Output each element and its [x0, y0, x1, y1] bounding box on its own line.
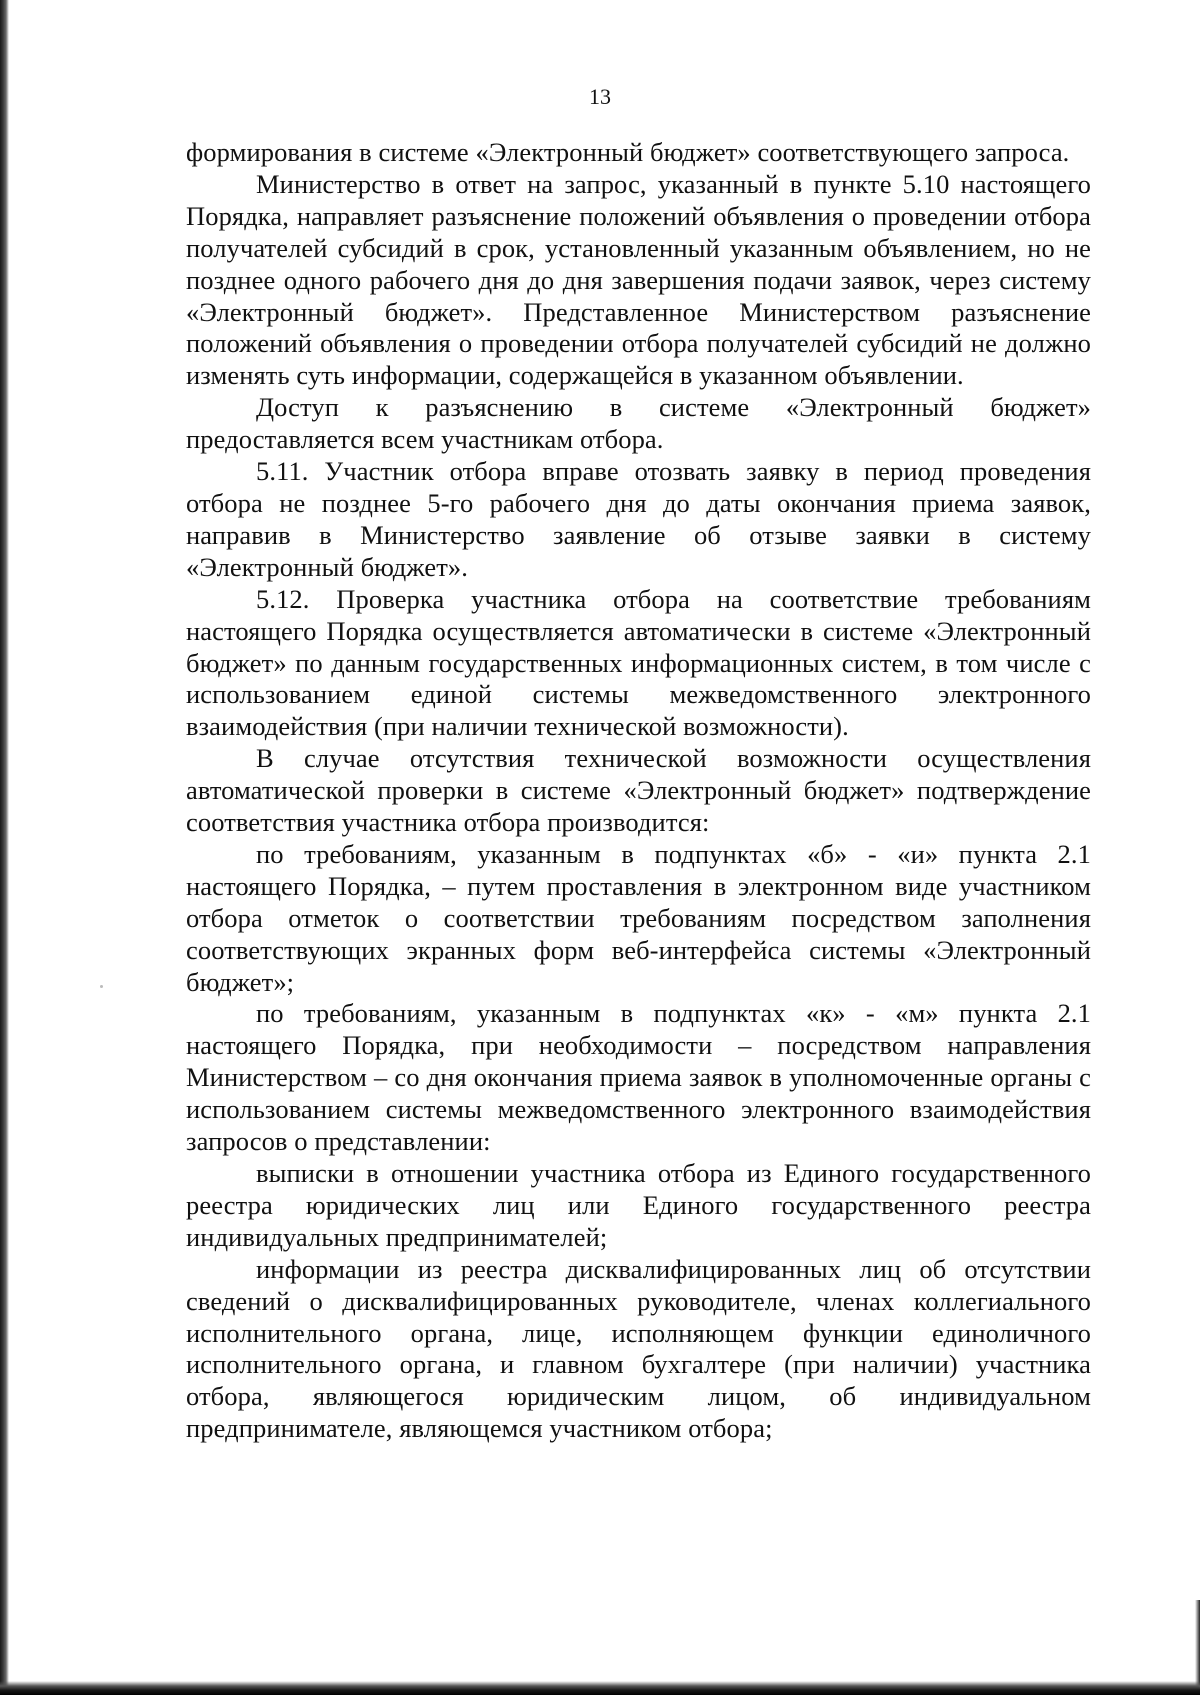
- paragraph-5-12: 5.12. Проверка участника отбора на соответствие требованиям настоящего Порядка осуществляется автоматически в системе «Электронный бюджет» по данным государственных информационных систем, в том числе с использованием единой системы межведомственного электронного взаимодействия (при наличии технической возможности).: [186, 583, 1091, 742]
- document-body: [186, 137, 1091, 1445]
- paragraph: Доступ к разъяснению в системе «Электронный бюджет» предоставляется всем участникам отбора.: [186, 392, 1091, 455]
- scan-bottom-edge: [0, 1681, 1200, 1695]
- list-item: по требованиям, указанным в подпунктах «б» - «и» пункта 2.1 настоящего Порядка, – путем проставления в электронном виде участником отбора отметок о соответствии требованиям посредством заполнения соответствующих экранных форм веб-интерфейса системы «Электронный бюджет»;: [186, 838, 1091, 997]
- list-item: по требованиям, указанным в подпунктах «к» - «м» пункта 2.1 настоящего Порядка, при необходимости – посредством направления Министерством – со дня окончания приема заявок в уполномоченные органы с использованием системы межведомственного электронного взаимодействия запросов о представлении:: [186, 998, 1091, 1157]
- list-item: выписки в отношении участника отбора из Единого государственного реестра юридических лиц или Единого государственного реестра индивидуальных предпринимателей;: [186, 1158, 1091, 1252]
- scan-speck: [100, 985, 103, 988]
- list-item: информации из реестра дисквалифицированных лиц об отсутствии сведений о дисквалифицированных руководителе, членах коллегиального исполнительного органа, лице, исполняющем функции единоличного исполнительного органа, и главном бухгалтере (при наличии) участника отбора, являющегося юридическим лицом, об индивидуальном предпринимателе, являющемся участником отбора;: [186, 1253, 1091, 1444]
- paragraph-continuation: формирования в системе «Электронный бюджет» соответствующего запроса.: [186, 137, 1070, 167]
- scan-left-edge: [0, 0, 9, 1695]
- page-number: 13: [589, 84, 611, 109]
- paragraph: Министерство в ответ на запрос, указанный в пункте 5.10 настоящего Порядка, направляет разъяснение положений объявления о проведении отбора получателей субсидий в срок, установленный указанным объявлением, но не позднее одного рабочего дня до дня завершения подачи заявок, через систему «Электронный бюджет». Представленное Министерством разъяснение положений объявления о проведении отбора получателей субсидий не должно изменять суть информации, содержащейся в указанном объявлении.: [186, 168, 1091, 391]
- paragraph: В случае отсутствия технической возможности осуществления автоматической проверки в системе «Электронный бюджет» подтверждение соответствия участника отбора производится:: [186, 743, 1091, 838]
- paragraph-5-11: 5.11. Участник отбора вправе отозвать заявку в период проведения отбора не позднее 5-го рабочего дня до даты окончания приема заявок, направив в Министерство заявление об отзыве заявки в систему «Электронный бюджет».: [186, 456, 1091, 582]
